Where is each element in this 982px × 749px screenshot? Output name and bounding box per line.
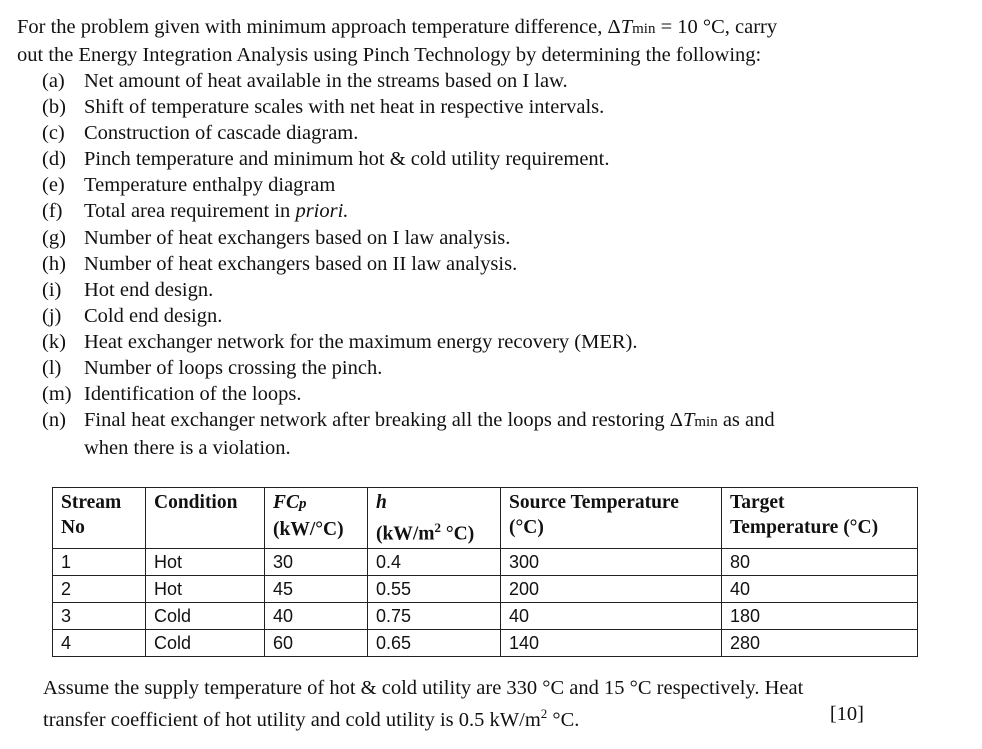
cell-source: 140: [501, 629, 722, 656]
stream-data-table: [52, 487, 918, 657]
list-item: [42, 277, 972, 303]
min-subscript: min: [632, 21, 656, 37]
item-label: (k): [42, 330, 66, 353]
cell-source: 300: [501, 548, 722, 575]
item-label: (d): [42, 148, 66, 171]
item-text: Temperature enthalpy diagram: [84, 174, 336, 197]
cell-fcp: 60: [265, 629, 368, 656]
table-row: [53, 602, 918, 629]
item-label: (a): [42, 70, 65, 92]
cell-stream-no: 2: [53, 575, 146, 602]
item-text: Hot end design.: [84, 278, 214, 301]
list-item: [42, 329, 972, 355]
list-item: [42, 146, 972, 172]
item-text: Construction of cascade diagram.: [84, 122, 359, 145]
cell-target: 80: [722, 548, 918, 575]
list-item: [42, 355, 972, 381]
list-item: [42, 172, 972, 198]
intro-line-2: out the Energy Integration Analysis using Pinch Technology by determining the following:: [17, 44, 762, 66]
cell-h: 0.4: [368, 548, 501, 575]
superscript: 2: [540, 706, 548, 721]
item-text-post: as and: [717, 409, 775, 432]
table-header-row: [53, 488, 918, 549]
item-text: [84, 198, 972, 224]
list-item: [42, 198, 972, 224]
t-symbol: T: [682, 409, 695, 432]
item-text: Shift of temperature scales with net heat in respective intervals.: [84, 96, 605, 119]
item-label: (j): [42, 304, 62, 327]
item-text: Cold end design.: [84, 304, 223, 327]
item-label: (e): [42, 174, 65, 197]
list-item: [42, 407, 972, 461]
item-text: Net amount of heat available in the streams based on I law.: [84, 70, 568, 92]
cell-h: 0.65: [368, 629, 501, 656]
cell-source: 200: [501, 575, 722, 602]
header-condition: Condition: [146, 488, 265, 549]
intro-line-1: [17, 14, 967, 42]
item-label: (b): [42, 96, 66, 119]
list-item: [42, 68, 972, 94]
item-text-line2: when there is a violation.: [84, 437, 291, 460]
cell-condition: Cold: [146, 629, 265, 656]
list-item: [42, 251, 972, 277]
footer-line-1: Assume the supply temperature of hot & cold utility are 330 °C and 15 °C respectively. Heat: [43, 677, 804, 699]
cell-condition: Hot: [146, 548, 265, 575]
item-label: (l): [42, 357, 62, 380]
item-label: (n): [42, 409, 66, 432]
cell-condition: Hot: [146, 575, 265, 602]
item-label: (m): [42, 383, 72, 406]
item-text: Identification of the loops.: [84, 383, 302, 406]
task-list: [42, 68, 972, 461]
cell-condition: Cold: [146, 602, 265, 629]
item-text: Number of heat exchangers based on II law analysis.: [84, 252, 518, 275]
cell-stream-no: 4: [53, 629, 146, 656]
delta-symbol: Δ: [607, 16, 621, 38]
item-text: Number of loops crossing the pinch.: [84, 357, 383, 380]
cell-fcp: 30: [265, 548, 368, 575]
table-row: [53, 548, 918, 575]
item-text-pre: Total area requirement in: [84, 200, 296, 223]
intro-text-post: = 10 °C, carry: [655, 16, 778, 38]
item-label: (i): [42, 278, 62, 301]
cell-h: 0.55: [368, 575, 501, 602]
list-item: [42, 225, 972, 251]
item-label: (g): [42, 226, 66, 249]
header-fcp: FCp (kW/°C): [265, 488, 368, 549]
delta-symbol: Δ: [669, 409, 683, 432]
assumption-note: [43, 675, 868, 733]
header-target-temperature: Target Temperature (°C): [722, 488, 918, 549]
cell-h: 0.75: [368, 602, 501, 629]
list-item: [42, 303, 972, 329]
problem-intro: [17, 14, 967, 68]
item-text: Number of heat exchangers based on I law analysis.: [84, 226, 511, 249]
table-row: [53, 575, 918, 602]
cell-fcp: 40: [265, 602, 368, 629]
cell-target: 280: [722, 629, 918, 656]
cell-target: 40: [722, 575, 918, 602]
list-item: [42, 381, 972, 407]
list-item: [42, 120, 972, 146]
table-row: [53, 629, 918, 656]
cell-stream-no: 3: [53, 602, 146, 629]
item-text: Pinch temperature and minimum hot & cold utility requirement.: [84, 148, 610, 171]
cell-stream-no: 1: [53, 548, 146, 575]
header-stream-no: Stream No: [53, 488, 146, 549]
header-source-temperature: Source Temperature (°C): [501, 488, 722, 549]
item-text: Heat exchanger network for the maximum energy recovery (MER).: [84, 330, 638, 353]
cell-source: 40: [501, 602, 722, 629]
item-text: [84, 407, 972, 461]
footer-line-2: [43, 701, 868, 733]
footer-text: transfer coefficient of hot utility and cold utility is 0.5 kW/m: [43, 708, 541, 731]
cell-target: 180: [722, 602, 918, 629]
min-subscript: min: [694, 414, 718, 431]
t-symbol: T: [620, 16, 633, 38]
item-label: (f): [42, 200, 63, 223]
list-item: [42, 94, 972, 120]
item-text-pre: Final heat exchanger network after breaking all the loops and restoring: [84, 409, 670, 432]
header-h: h ($kW/m^2$ °C): [368, 488, 501, 549]
cell-fcp: 45: [265, 575, 368, 602]
intro-text: For the problem given with minimum approach temperature difference,: [17, 16, 608, 38]
marks-label: [10]: [829, 703, 864, 725]
item-label: (h): [42, 252, 66, 275]
item-label: (c): [42, 122, 65, 145]
footer-text-post: °C.: [547, 708, 580, 731]
item-text-italic: priori.: [295, 200, 349, 223]
